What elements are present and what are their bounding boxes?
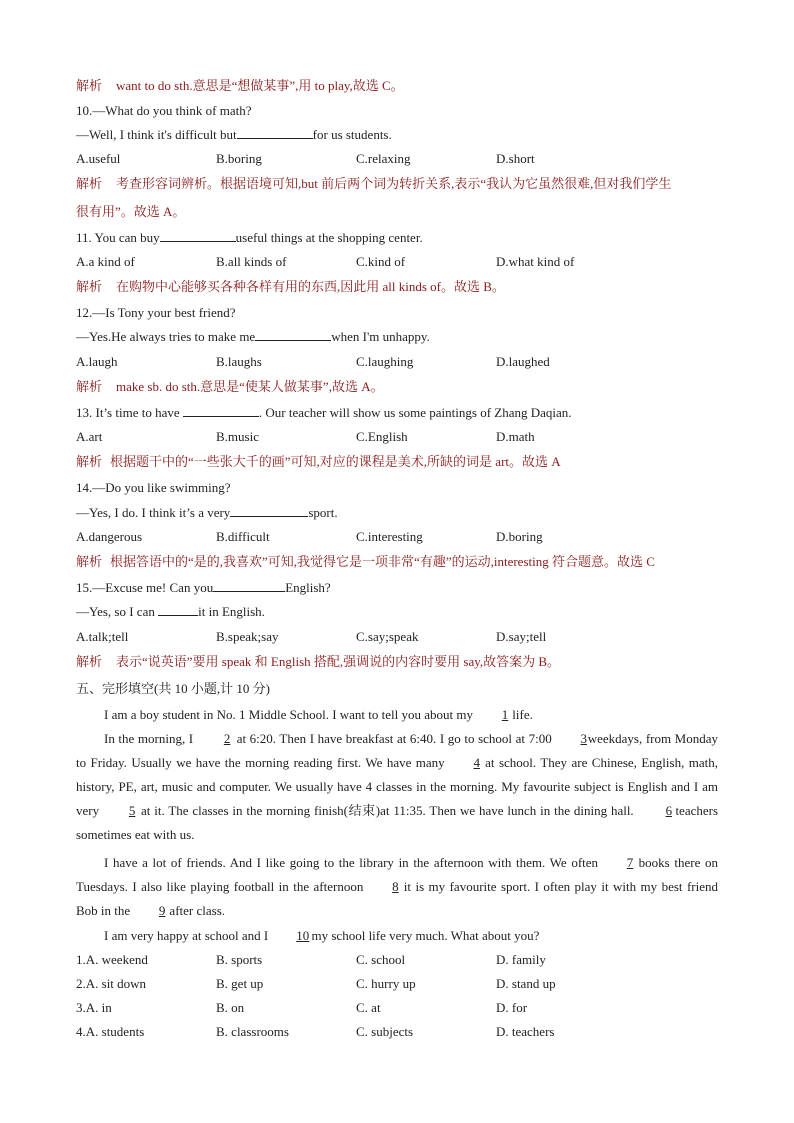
cloze-blank: 6 [665,803,673,818]
answer-blank [160,228,236,242]
q11-option-c: C.kind of [356,254,406,269]
cloze-2-option-b: B. get up [216,976,264,991]
q12-stem: 12.—Is Tony your best friend? [76,305,236,320]
cloze-4-option-b: B. classrooms [216,1024,289,1039]
cloze-4-option-d: D. teachers [496,1024,555,1039]
cloze-3-option-d: D. for [496,1000,528,1015]
cloze-blank: 3 [580,731,587,746]
q10-analysis-cont: 很有用”。故选 A。 [76,204,186,219]
answer-blank [237,125,313,139]
cloze-blank: 7 [626,855,634,870]
cloze-2-option-a: 2.A. sit down [76,976,147,991]
cloze-4-option-c: C. subjects [356,1024,414,1039]
cloze-1-option-d: D. family [496,952,546,967]
cloze-1-option-c: C. school [356,952,406,967]
q15-option-d: D.say;tell [496,629,547,644]
q14-option-a: A.dangerous [76,529,143,544]
q12-option-d: D.laughed [496,354,550,369]
q10-analysis: 解析 考查形容词辨析。根据语境可知,but 前后两个词为转折关系,表示“我认为它虽然很难,但对我们学生 [76,174,671,194]
q12-analysis: 解析 make sb. do sth.意思是“使某人做某事”,故选 A。 [76,377,384,397]
analysis-label: 解析 [76,279,103,294]
cloze-4-option-a: 4.A. students [76,1024,145,1039]
q13-option-b: B.music [216,429,259,444]
q10-stem: 10.—What do you think of math? [76,103,252,118]
q12-option-a: A.laugh [76,354,118,369]
q15-option-a: A.talk;tell [76,629,129,644]
cloze-blank: 4 [473,755,480,770]
answer-blank [255,327,331,341]
q12-option-b: B.laughs [216,354,262,369]
cloze-blank: 9 [158,903,166,918]
q15-option-c: C.say;speak [356,629,419,644]
q13-option-d: D.math [496,429,535,444]
cloze-blank: 5 [128,803,136,818]
cloze-2-option-c: C. hurry up [356,976,416,991]
q14-option-d: D.boring [496,529,543,544]
q13-option-a: A.art [76,429,103,444]
cloze-3-option-a: 3.A. in [76,1000,112,1015]
analysis-label: 解析 [76,654,103,669]
q14-option-b: B.difficult [216,529,270,544]
cloze-blank: 10 [296,928,310,943]
answer-blank [230,503,308,517]
q9-analysis [76,76,404,96]
q14-reply: —Yes, I do. I think it’s a very sport. [76,505,338,520]
passage-paragraph-3: I have a lot of friends. And I like going to the library in the afternoon with them. We often 7 books there on Tuesdays. I also like playing football in the afternoon 8 it is my favourite sport. I often play it with my best friend Bob in the 9 after class. [76,851,718,923]
q15-analysis: 解析 表示“说英语”要用 speak 和 English 搭配,强调说的内容时要用 say,故答案为 B。 [76,652,560,672]
section-title: 五、完形填空(共 10 小题,计 10 分) [76,681,270,696]
passage-paragraph-1: I am a boy student in No. 1 Middle School. I want to tell you about my 1 life. [76,703,718,727]
q10-option-b: B.boring [216,151,262,166]
q14-analysis: 解析 根据答语中的“是的,我喜欢”可知,我觉得它是一项非常“有趣”的运动,interesting 符合题意。故选 C [76,552,655,572]
passage-paragraph-2: In the morning, I 2 at 6:20. Then I have breakfast at 6:40. I go to school at 7:00 3weekdays, from Monday to Friday. Usually we have the morning reading first. We have many 4 at school. They are Chinese, English, math, history, PE, art, music and computer. We usually have 4 classes in the morning. My favourite subject is English and I am very 5 at it. The classes in the morning finish(结束)at 11:35. Then we have lunch in the dining hall. 6 teachers sometimes eat with us. [76,727,718,847]
cloze-3-option-b: B. on [216,1000,245,1015]
q10-option-a: A.useful [76,151,121,166]
analysis-label: 解析 [76,379,103,394]
answer-blank [213,578,285,592]
q13-stem: 13. It’s time to have . Our teacher will show us some paintings of Zhang Daqian. [76,405,572,420]
analysis-label: 解析 [76,176,103,191]
cloze-3-option-c: C. at [356,1000,381,1015]
answer-blank [183,403,259,417]
q11-stem: 11. You can buy useful things at the shopping center. [76,230,423,245]
q10-reply: —Well, I think it's difficult but for us students. [76,127,392,142]
q14-stem: 14.—Do you like swimming? [76,480,231,495]
cloze-2-option-d: D. stand up [496,976,556,991]
q10-option-d: D.short [496,151,535,166]
cloze-1-option-a: 1.A. weekend [76,952,148,967]
q11-option-a: A.a kind of [76,254,135,269]
q11-analysis: 解析 在购物中心能够买各种各样有用的东西,因此用 all kinds of。故选 B。 [76,277,505,297]
q11-option-d: D.what kind of [496,254,575,269]
q11-option-b: B.all kinds of [216,254,287,269]
cloze-blank: 1 [501,707,509,722]
q12-option-c: C.laughing [356,354,414,369]
cloze-blank: 2 [223,731,231,746]
q14-option-c: C.interesting [356,529,423,544]
q15-stem: 15.—Excuse me! Can you English? [76,580,331,595]
q15-option-b: B.speak;say [216,629,279,644]
analysis-label: 解析 [76,78,103,93]
q10-option-c: C.relaxing [356,151,411,166]
cloze-blank: 8 [392,879,399,894]
analysis-label: 解析 [76,554,103,569]
answer-blank [158,602,198,616]
passage-paragraph-4: I am very happy at school and I 10 my school life very much. What about you? [76,924,718,948]
cloze-1-option-b: B. sports [216,952,263,967]
q13-option-c: C.English [356,429,408,444]
analysis-text: want to do sth.意思是“想做某事”,用 to play,故选 C。 [116,78,404,93]
q13-analysis: 解析 根据题干中的“一些张大千的画”可知,对应的课程是美术,所缺的词是 art。故选 A [76,452,561,472]
q15-reply: —Yes, so I can it in English. [76,604,265,619]
analysis-label: 解析 [76,454,103,469]
q12-reply: —Yes.He always tries to make me when I'm unhappy. [76,329,430,344]
